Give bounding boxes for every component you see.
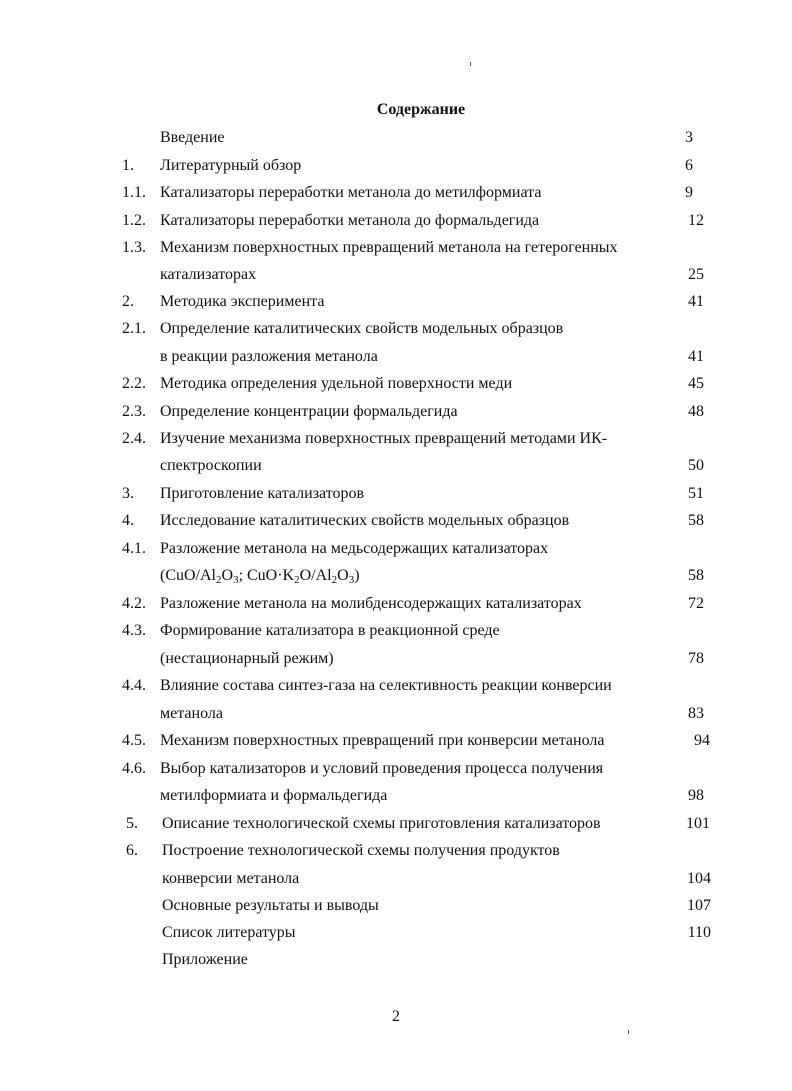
toc-entry-text: Изучение механизма поверхностных превращений методами ИК- [160,430,608,447]
toc-entry [0,539,792,559]
toc-entry-page: 50 [688,457,704,474]
toc-entry-text: Методика эксперимента [160,293,325,310]
toc-entry-page: 9 [685,184,693,201]
toc-entry-page: 98 [688,787,704,804]
toc-entry [0,402,792,422]
toc-entry-number: 1. [122,157,134,174]
toc-entry-number: 4.5. [122,732,146,749]
toc-entry [0,759,792,779]
toc-entry-page: 41 [688,293,704,310]
toc-entry-number: 3. [122,485,134,502]
toc-entry-number: 1.2. [122,212,146,229]
toc-entry [0,923,792,943]
toc-entry-number: 4.6. [122,760,146,777]
toc-entry [0,594,792,614]
toc-entry-text: Формирование катализатора в реакционной среде [160,622,500,639]
toc-entry-text: катализаторах [160,266,257,283]
toc-entry-text: Приложение [162,951,248,968]
toc-entry-text: (нестационарный режим) [160,650,334,667]
toc-entry-page: 6 [685,157,693,174]
toc-entry [0,156,792,176]
toc-entry [0,841,792,861]
toc-entry-page: 48 [688,403,704,420]
toc-entry [0,950,792,970]
toc-entry-text: метанола [160,705,223,722]
toc-entry-text: Описание технологической схемы приготовления катализаторов [162,815,601,832]
toc-entry [0,319,792,339]
toc-entry-number: 1.3. [122,239,146,256]
toc-entry [0,211,792,231]
toc-entry-text: Выбор катализаторов и условий проведения процесса получения [160,760,604,777]
toc-entry [0,676,792,696]
toc-entry-page: 25 [688,266,704,283]
toc-entry-text: Разложение метанола на медьсодержащих катализаторах [160,540,549,557]
toc-entry-text: Основные результаты и выводы [162,897,379,914]
toc-entry-text: Влияние состава синтез-газа на селективность реакции конверсии [160,677,612,694]
toc-entry [0,238,792,258]
toc-entry-page: 94 [694,732,710,749]
toc-entry [0,511,792,531]
toc-entry-text: Катализаторы переработки метанола до формальдегида [160,212,540,229]
toc-entry [0,566,792,586]
toc-entry-text: ($CuO/Al_2O_3$; $CuO\cdot K_2O/Al_2O_3$) [160,567,360,586]
toc-entry [0,704,792,724]
toc-entry-page: 83 [688,705,704,722]
toc-entry [0,374,792,394]
toc-entry-text: Определение каталитических свойств модельных образцов [160,320,564,337]
toc-entry-number: 1.1. [122,184,146,201]
toc-entry-page: 78 [688,650,704,667]
toc-entry [0,265,792,285]
toc-entry-text: Катализаторы переработки метанола до метилформиата [160,184,542,201]
toc-entry-number: 5. [126,815,138,832]
toc-title: Содержание [376,101,466,118]
scan-speck-bottom [628,1030,629,1034]
toc-entry-number: 2.1. [122,320,146,337]
toc-entry-text: Построение технологической схемы получения продуктов [162,842,560,859]
toc-entry-page: 107 [687,897,711,914]
toc-entry-page: 72 [688,595,704,612]
toc-entry-page: 12 [688,212,704,229]
toc-entry-page: 51 [688,485,704,502]
toc-entry-text: метилформиата и формальдегида [160,787,388,804]
page-number: 2 [392,1008,400,1025]
toc-entry-page: 110 [687,924,711,941]
toc-entry-page: 58 [688,512,704,529]
toc-entry-page: 45 [688,375,704,392]
toc-entry-text: Методика определения удельной поверхности меди [160,375,513,392]
toc-entry-text: Разложение метанола на молибденсодержащих катализаторах [160,595,582,612]
toc-entry [0,786,792,806]
toc-entry-number: 4.3. [122,622,146,639]
toc-entry-text: спектроскопии [160,457,262,474]
toc-entry [0,183,792,203]
toc-entry [0,814,792,834]
toc-entry-text: Список литературы [162,924,296,941]
toc-entry-text: Механизм поверхностных превращений при конверсии метанола [160,732,605,749]
toc-entry [0,869,792,889]
toc-entry-number: 2.3. [122,403,146,420]
toc-entry-page: 3 [685,129,693,146]
toc-entry-text: Литературный обзор [160,157,302,174]
toc-entry [0,731,792,751]
toc-entry [0,292,792,312]
toc-entry-number: 4.2. [122,595,146,612]
toc-entry [0,347,792,367]
toc-entry [0,128,792,148]
toc-entry-text: Определение концентрации формальдегида [160,403,458,420]
toc-entry [0,896,792,916]
toc-entry [0,649,792,669]
toc-entry-number: 4.1. [122,540,146,557]
toc-entry-number: 2.2. [122,375,146,392]
toc-entry-text: Исследование каталитических свойств модельных образцов [160,512,570,529]
toc-entry-text: Введение [160,129,225,146]
toc-entry-number: 4.4. [122,677,146,694]
toc-entry [0,484,792,504]
toc-entry-page: 104 [687,870,711,887]
toc-entry-page: 58 [688,567,704,584]
toc-entry-page: 101 [686,815,710,832]
toc-entry-number: 4. [122,512,134,529]
toc-entry-number: 6. [126,842,138,859]
toc-entry-number: 2. [122,293,134,310]
toc-entry [0,456,792,476]
toc-entry-number: 2.4. [122,430,146,447]
toc-entry-page: 41 [688,348,704,365]
toc-entry [0,621,792,641]
toc-entry-text: конверсии метанола [162,870,300,887]
toc-entry [0,429,792,449]
toc-entry-text: Механизм поверхностных превращений метанола на гетерогенных [160,239,618,256]
toc-entry-text: в реакции разложения метанола [160,348,378,365]
toc-entry-text: Приготовление катализаторов [160,485,365,502]
